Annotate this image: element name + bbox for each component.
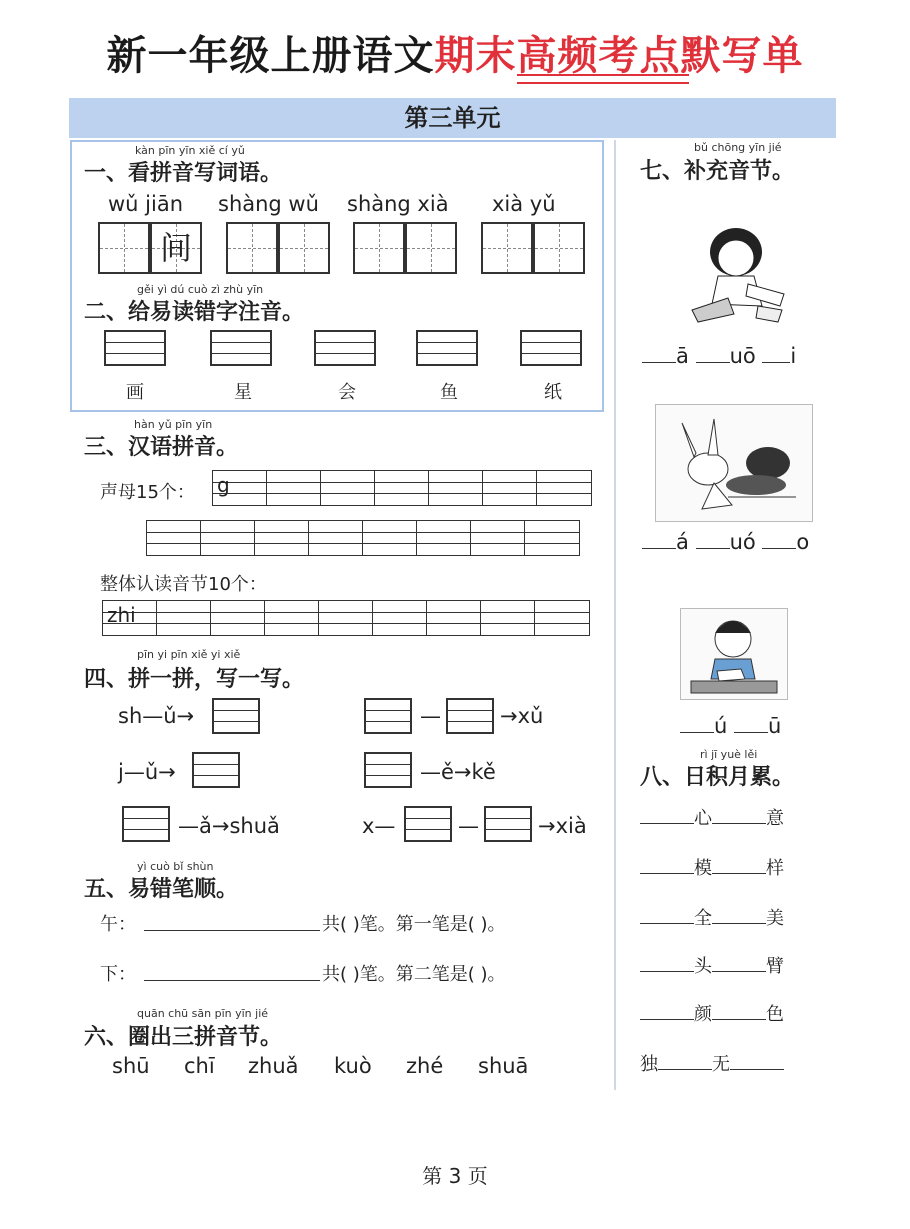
syllable-item[interactable]: kuò bbox=[334, 1054, 372, 1078]
writing-box[interactable] bbox=[481, 222, 533, 274]
pinyin-box[interactable] bbox=[446, 698, 494, 734]
writing-box[interactable] bbox=[98, 222, 150, 274]
s6-heading: 六、圈出三拼音节。 bbox=[84, 1025, 283, 1050]
zhengti-label: 整体认读音节10个： bbox=[100, 574, 267, 595]
s2-char: 画 bbox=[126, 382, 144, 403]
idiom-row: 全 美 bbox=[640, 904, 784, 930]
s7-r2: á uó o bbox=[642, 530, 809, 554]
zhengti-first: zhi bbox=[107, 603, 136, 627]
title-part2: 期末高频考点默写单 bbox=[434, 33, 804, 79]
pinyin-box[interactable] bbox=[212, 698, 260, 734]
s3-pinyin: hàn yǔ pīn yīn bbox=[134, 418, 213, 431]
s4-r1c: →xǔ bbox=[500, 704, 544, 728]
s4-r3d: →xià bbox=[538, 814, 587, 838]
syllable-item[interactable]: shū bbox=[112, 1054, 150, 1078]
girl-sweeping-illustration bbox=[688, 214, 794, 326]
s7-r1: ā uō i bbox=[642, 344, 796, 368]
s7-r3: ú ū bbox=[680, 714, 781, 738]
shengmu-label: 声母15个： bbox=[100, 482, 195, 503]
column-divider bbox=[614, 140, 616, 1090]
s2-char: 纸 bbox=[544, 382, 562, 403]
rabbit-radish-illustration bbox=[655, 404, 813, 522]
idiom-row: 心 意 bbox=[640, 804, 784, 830]
s5-pinyin: yì cuò bǐ shùn bbox=[137, 860, 214, 873]
s5-heading: 五、易错笔顺。 bbox=[84, 877, 239, 902]
pinyin-box[interactable] bbox=[484, 806, 532, 842]
pinyin-box[interactable] bbox=[520, 330, 582, 366]
s8-pinyin: rì jī yuè lěi bbox=[700, 748, 758, 761]
s4-r2a: j—ǔ→ bbox=[118, 760, 176, 784]
writing-box[interactable] bbox=[533, 222, 585, 274]
s1-heading: 一、看拼音写词语。 bbox=[84, 161, 283, 186]
s4-r1b: — bbox=[420, 704, 441, 728]
s1-word-1: wǔ jiān bbox=[108, 192, 184, 216]
idiom-row: 头 臂 bbox=[640, 952, 784, 978]
s4-r3c: — bbox=[458, 814, 479, 838]
syllable-item[interactable]: zhuǎ bbox=[248, 1054, 299, 1078]
s2-char: 会 bbox=[338, 382, 356, 403]
writing-box-filled[interactable] bbox=[150, 222, 202, 274]
idiom-row: 模 样 bbox=[640, 854, 784, 880]
s2-pinyin: gěi yì dú cuò zì zhù yīn bbox=[137, 283, 264, 296]
s4-r3a: —ǎ→shuǎ bbox=[178, 814, 280, 838]
idiom-row: 独 无 bbox=[640, 1050, 784, 1076]
pinyin-box[interactable] bbox=[192, 752, 240, 788]
pinyin-box[interactable] bbox=[364, 752, 412, 788]
writing-box[interactable] bbox=[405, 222, 457, 274]
syllable-item[interactable]: zhé bbox=[406, 1054, 444, 1078]
pinyin-box[interactable] bbox=[210, 330, 272, 366]
answer-blank[interactable] bbox=[144, 910, 320, 931]
s4-r1a: sh—ǔ→ bbox=[118, 704, 195, 728]
s8-heading: 八、日积月累。 bbox=[640, 765, 795, 790]
shengmu-grid-2[interactable] bbox=[146, 520, 580, 556]
pinyin-box[interactable] bbox=[314, 330, 376, 366]
pinyin-box[interactable] bbox=[122, 806, 170, 842]
writing-box[interactable] bbox=[353, 222, 405, 274]
s5-l1a: 午： bbox=[100, 914, 136, 935]
s7-pinyin: bǔ chōng yīn jié bbox=[694, 141, 782, 154]
s7-heading: 七、补充音节。 bbox=[640, 159, 795, 184]
s2-char: 鱼 bbox=[440, 382, 458, 403]
unit-bar: 第三单元 bbox=[69, 98, 836, 138]
page-number: 第 3 页 bbox=[422, 1164, 488, 1188]
idiom-row: 颜 色 bbox=[640, 1000, 784, 1026]
s4-r2b: —ě→kě bbox=[420, 760, 496, 784]
syllable-item[interactable]: chī bbox=[184, 1054, 215, 1078]
answer-blank[interactable] bbox=[144, 960, 320, 981]
boy-reading-illustration bbox=[680, 608, 788, 700]
shengmu-grid-1[interactable] bbox=[212, 470, 592, 506]
s5-l1b: 共( )笔。第一笔是( )。 bbox=[322, 914, 506, 935]
pinyin-box[interactable] bbox=[404, 806, 452, 842]
s2-heading: 二、给易读错字注音。 bbox=[84, 300, 305, 325]
s4-r3b: x— bbox=[362, 814, 396, 838]
syllable-item[interactable]: shuā bbox=[478, 1054, 529, 1078]
s4-pinyin: pīn yi pīn xiě yi xiě bbox=[137, 648, 241, 661]
zhengti-grid[interactable] bbox=[102, 600, 590, 636]
pinyin-box[interactable] bbox=[364, 698, 412, 734]
pinyin-box[interactable] bbox=[416, 330, 478, 366]
title-underline bbox=[517, 74, 689, 84]
title-part1: 新一年级上册语文 bbox=[106, 33, 435, 79]
s6-pinyin: quān chū sān pīn yīn jié bbox=[137, 1007, 269, 1020]
shengmu-first: g bbox=[217, 473, 230, 497]
writing-box[interactable] bbox=[278, 222, 330, 274]
s5-l2b: 共( )笔。第二笔是( )。 bbox=[322, 964, 506, 985]
s3-heading: 三、汉语拼音。 bbox=[84, 435, 239, 460]
s2-char: 星 bbox=[234, 382, 252, 403]
s5-l2a: 下： bbox=[100, 964, 136, 985]
s1-pinyin: kàn pīn yīn xiě cí yǔ bbox=[135, 144, 245, 157]
s1-word-2: shàng wǔ bbox=[218, 192, 319, 216]
s4-heading: 四、拼一拼，写一写。 bbox=[84, 667, 305, 692]
s1-word-4: xià yǔ bbox=[492, 192, 556, 216]
writing-box[interactable] bbox=[226, 222, 278, 274]
pinyin-box[interactable] bbox=[104, 330, 166, 366]
s1-word-3: shàng xià bbox=[347, 192, 449, 216]
page-title bbox=[0, 24, 910, 81]
filled-char: 间 bbox=[159, 229, 192, 267]
